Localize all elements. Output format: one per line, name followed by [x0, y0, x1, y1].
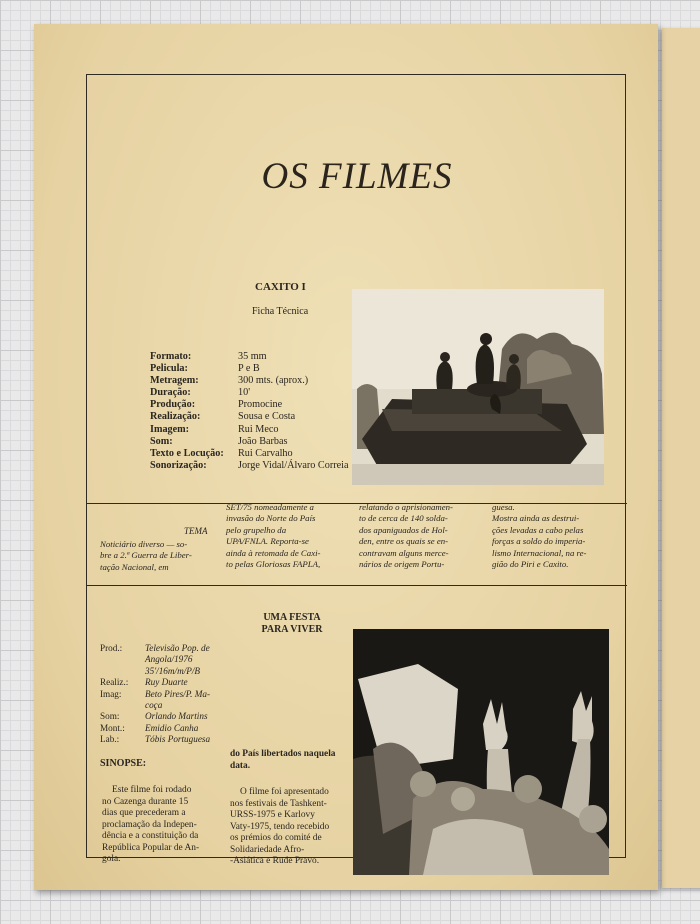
synopsis-col2-top — [230, 749, 346, 772]
spec-row — [150, 424, 348, 436]
credit-value — [145, 723, 235, 734]
spec-key: Produção: — [150, 399, 196, 411]
film2-heading-line2: PARA VIVER — [261, 624, 323, 635]
spec-row — [150, 363, 348, 375]
spec-value: 300 mts. (aprox.) — [238, 375, 309, 387]
text-line: Vaty-1975, tendo recebido — [230, 821, 330, 832]
credit-row — [100, 734, 235, 745]
credit-row — [100, 689, 235, 712]
text-line: to de cerca de 140 solda- — [359, 513, 448, 524]
spec-value: Sousa e Costa — [238, 411, 296, 423]
credit-key: Lab.: — [100, 734, 120, 745]
spec-row — [150, 399, 348, 411]
credit-key: Prod.: — [100, 643, 123, 653]
credit-value — [145, 711, 235, 722]
text-line: data. — [230, 760, 251, 771]
spec-value: Jorge Vidal/Álvaro Correia — [238, 459, 349, 471]
text-line: proclamação da Indepen- — [102, 819, 197, 830]
text-line: invasão do Norte do País — [226, 513, 316, 524]
text-line: SET/75 nomeadamente a — [226, 502, 314, 512]
text-line: den, entre os quais se en- — [359, 536, 449, 547]
text-line: bre a 2.ª Guerra de Liber- — [100, 550, 192, 561]
sinopse-label: SINOPSE: — [100, 758, 147, 769]
text-line: gola. — [102, 854, 121, 864]
text-line: gião do Piri e Caxito. — [492, 559, 569, 570]
credit-key: Mont.: — [100, 722, 125, 733]
spec-row — [150, 351, 348, 363]
credit-value — [145, 677, 235, 688]
text-line: lismo Internacional, na re- — [492, 547, 587, 558]
spec-key: Formato: — [150, 351, 192, 362]
film1-text-col-2 — [226, 502, 350, 570]
spec-value: Rui Carvalho — [238, 447, 293, 459]
film2-heading-line1: UMA FESTA — [263, 612, 321, 623]
spec-key: Imagem: — [150, 423, 190, 435]
text-line: forças a soldo do imperia- — [492, 536, 586, 547]
credit-value — [145, 689, 235, 712]
credit-line: Orlando Martins — [145, 711, 208, 722]
film1-specs — [150, 351, 348, 472]
text-line: URSS-1975 e Karlovy — [230, 810, 315, 820]
spec-key: Duração: — [150, 387, 191, 399]
film1-heading: CAXITO I — [255, 281, 306, 293]
text-line: Mostra ainda as destrui- — [492, 513, 580, 524]
text-line: tação Nacional, em — [100, 561, 169, 572]
spec-key: Sonorização: — [150, 459, 207, 471]
credit-line: Ruy Duarte — [145, 677, 188, 688]
spec-key: Texto e Locução: — [150, 447, 224, 459]
text-line: ções levadas a cabo pelas — [492, 524, 584, 535]
credit-key: Realiz.: — [100, 677, 129, 688]
credit-line: Emidio Canha — [145, 722, 199, 733]
text-line: to pelas Gloriosas FAPLA, — [226, 559, 321, 570]
film2-credits — [100, 643, 235, 746]
spec-key: Pelicula: — [150, 363, 188, 375]
credit-row — [100, 677, 235, 688]
spec-row — [150, 411, 348, 423]
film1-text-col-3 — [359, 502, 481, 570]
synopsis-col1 — [102, 785, 224, 866]
film2-heading — [237, 612, 347, 636]
text-line: Noticiário diverso — so- — [100, 539, 188, 549]
text-line: dos apaniguados de Hol- — [359, 524, 448, 535]
credit-line: Beto Pires/P. Ma- — [145, 688, 211, 699]
credit-value — [145, 643, 235, 677]
credit-row — [100, 723, 235, 734]
tema-label: TEMA — [184, 526, 208, 536]
text-line: nos festivais de Tashkent- — [230, 798, 327, 809]
spec-row — [150, 387, 348, 399]
text-line: pelo grupelho da — [226, 524, 287, 535]
spec-value: P e B — [238, 363, 260, 375]
credit-line: coça — [145, 700, 163, 711]
text-line: do País libertados naquela — [230, 749, 336, 759]
spec-row — [150, 436, 348, 448]
text-line: ainda à retomada de Caxi- — [226, 547, 321, 558]
text-line: relatando o aprisionamen- — [359, 502, 453, 512]
magazine-page — [34, 24, 658, 890]
spec-row — [150, 375, 348, 387]
film1-text-col-4 — [492, 502, 612, 570]
text-line: no Cazenga durante 15 — [102, 796, 189, 807]
credit-row — [100, 711, 235, 722]
next-page-edge — [662, 28, 700, 888]
spec-value: Rui Meco — [238, 423, 279, 435]
credit-line: 35'/16m/m/P/B — [145, 665, 201, 676]
spec-row — [150, 460, 348, 472]
spec-value: João Barbas — [238, 435, 288, 447]
credit-line: Tóbis Portuguesa — [145, 734, 211, 745]
spec-key: Metragem: — [150, 375, 199, 387]
credit-value — [145, 734, 235, 745]
text-line: O filme foi apresentado — [240, 787, 329, 797]
spec-key: Realização: — [150, 411, 201, 423]
credit-key: Imag: — [100, 688, 122, 699]
spec-value: 10' — [238, 387, 251, 399]
text-line: nários de origem Portu- — [359, 559, 445, 570]
text-line: os prémios do comité de — [230, 833, 322, 843]
credit-line: Televisão Pop. de — [145, 643, 210, 653]
film1-subheading: Ficha Técnica — [252, 306, 309, 317]
text-line: dência e a constituição da — [102, 831, 199, 841]
film1-text-col-1 — [100, 539, 228, 573]
credit-key: Som: — [100, 711, 120, 722]
text-line: -Asiática e Rude Pravo. — [230, 856, 320, 866]
text-line: Solidariedade Afro- — [230, 844, 305, 855]
spec-row — [150, 448, 348, 460]
text-line: UPA/FNLA. Reporta-se — [226, 536, 309, 547]
credit-line: Angola/1976 — [145, 654, 193, 665]
divider — [87, 585, 627, 586]
armored-vehicle-photo — [352, 289, 604, 485]
page-title: OS FILMES — [261, 156, 453, 197]
text-line: contravam alguns merce- — [359, 547, 449, 558]
spec-key: Som: — [150, 435, 173, 447]
text-line: República Popular de An- — [102, 842, 200, 853]
text-line: guesa. — [492, 502, 515, 512]
text-line: dias que precederam a — [102, 808, 186, 818]
spec-value: Promocine — [238, 399, 283, 411]
page-frame — [86, 74, 626, 866]
crowd-photo — [353, 629, 609, 875]
text-line: Este filme foi rodado — [112, 785, 192, 795]
spec-value: 35 mm — [238, 351, 267, 362]
synopsis-col2 — [230, 787, 346, 868]
credit-row — [100, 643, 235, 677]
